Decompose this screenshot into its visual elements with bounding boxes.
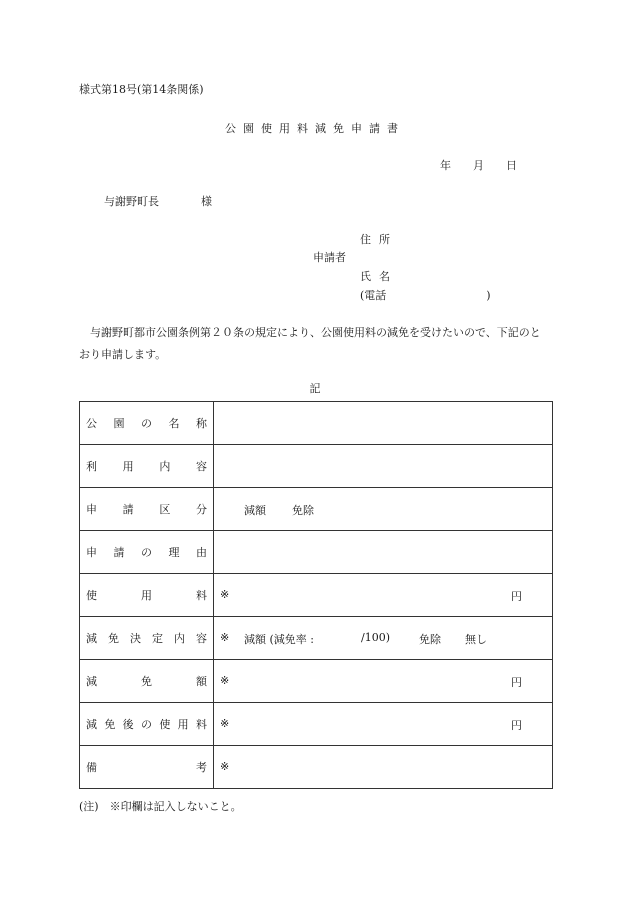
- remarks-label: [86, 759, 207, 775]
- office-use-mark: ※: [220, 760, 230, 773]
- label-char: 減: [86, 675, 97, 688]
- label-char: 園: [113, 417, 125, 430]
- application-type-label: [86, 501, 207, 517]
- label-char: 用: [122, 460, 134, 473]
- label-char: 定: [152, 632, 163, 645]
- label-char: 後: [122, 718, 134, 731]
- label-char: 区: [159, 503, 171, 516]
- phone-line: [360, 287, 491, 303]
- usage-content-field[interactable]: [214, 445, 553, 488]
- reason-label: [86, 544, 207, 560]
- document-title: 公園使用料減免申請書: [225, 122, 405, 135]
- label-char: 減: [86, 718, 97, 731]
- label-char: 料: [195, 718, 207, 731]
- label-char: 使: [159, 718, 171, 731]
- office-use-mark: ※: [220, 717, 230, 730]
- address-label: 住所: [360, 233, 398, 246]
- label-char: 容: [195, 460, 207, 473]
- label-char: 考: [196, 761, 207, 774]
- label-char: 免: [104, 718, 116, 731]
- label-char: 免: [108, 632, 119, 645]
- label-char: 料: [196, 589, 207, 602]
- form-number: 様式第18号(第14条関係): [79, 83, 204, 96]
- fee-after-field: [214, 703, 553, 746]
- fee-after-label: [86, 716, 207, 732]
- table-row: [80, 402, 553, 445]
- row-label: [80, 445, 214, 488]
- decision-field: [214, 617, 553, 660]
- addressee-honorific: 様: [201, 195, 212, 208]
- option-exemption[interactable]: 免除: [292, 504, 314, 517]
- decision-label: [86, 630, 207, 646]
- label-char: 請: [113, 546, 125, 559]
- option-reduction[interactable]: 減額: [244, 504, 266, 517]
- label-char: 使: [86, 589, 97, 602]
- label-char: 名: [168, 417, 180, 430]
- row-label: [80, 703, 214, 746]
- label-char: 容: [196, 632, 207, 645]
- rate-denominator: /100): [361, 631, 390, 644]
- label-char: 減: [86, 632, 97, 645]
- yen-unit: 円: [511, 590, 522, 603]
- applicant-label: 申請者: [313, 251, 346, 264]
- label-char: 利: [86, 460, 97, 473]
- row-label: [80, 488, 214, 531]
- row-label: [80, 402, 214, 445]
- addressee: [104, 193, 212, 209]
- footnote: (注) ※印欄は記入しないこと。: [79, 800, 242, 813]
- row-label: [80, 660, 214, 703]
- label-char: 請: [122, 503, 134, 516]
- phone-close: ): [486, 289, 491, 302]
- label-char: 公: [86, 417, 97, 430]
- ki-heading: 記: [309, 382, 321, 395]
- label-char: 申: [86, 503, 97, 516]
- reduction-amount-label: [86, 673, 207, 689]
- table-row: [80, 746, 553, 789]
- office-use-mark: ※: [220, 674, 230, 687]
- yen-unit: 円: [511, 719, 522, 732]
- row-label: [80, 746, 214, 789]
- month-label: 月: [473, 159, 484, 172]
- application-table: [79, 401, 553, 789]
- decision-none: 無し: [465, 633, 487, 646]
- usage-fee-label: [86, 587, 207, 603]
- label-char: 理: [168, 546, 180, 559]
- label-char: の: [141, 546, 152, 559]
- label-char: の: [141, 417, 152, 430]
- park-name-field[interactable]: [214, 402, 553, 445]
- table-row: [80, 445, 553, 488]
- yen-unit: 円: [511, 676, 522, 689]
- table-row: [80, 574, 553, 617]
- reduction-amount-field: [214, 660, 553, 703]
- label-char: 分: [195, 503, 207, 516]
- label-char: 備: [86, 761, 97, 774]
- table-row: [80, 703, 553, 746]
- row-label: [80, 574, 214, 617]
- label-char: 由: [196, 546, 207, 559]
- table-row: [80, 617, 553, 660]
- office-use-mark: ※: [220, 588, 230, 601]
- label-char: 額: [196, 675, 207, 688]
- row-label: [80, 531, 214, 574]
- table-row: [80, 660, 553, 703]
- phone-label: (電話: [360, 289, 387, 302]
- date-line: [440, 157, 539, 173]
- decision-exemption: 免除: [419, 633, 441, 646]
- request-statement: 与謝野町都市公園条例第２０条の規定により、公園使用料の減免を受けたいので、下記のとおり申請します。: [79, 326, 541, 361]
- label-char: の: [140, 718, 152, 731]
- remarks-field: [214, 746, 553, 789]
- label-char: 内: [174, 632, 185, 645]
- application-type-field[interactable]: [214, 488, 553, 531]
- day-label: 日: [506, 159, 517, 172]
- label-char: 称: [196, 417, 207, 430]
- name-label: 氏名: [360, 270, 398, 283]
- label-char: 用: [141, 589, 152, 602]
- office-use-mark: ※: [220, 631, 230, 644]
- table-row: [80, 531, 553, 574]
- usage-fee-field: [214, 574, 553, 617]
- table-row: [80, 488, 553, 531]
- park-name-label: [86, 415, 207, 431]
- row-label: [80, 617, 214, 660]
- usage-content-label: [86, 458, 207, 474]
- label-char: 用: [177, 718, 189, 731]
- label-char: 決: [130, 632, 141, 645]
- label-char: 免: [141, 675, 152, 688]
- label-char: 内: [159, 460, 171, 473]
- label-char: 申: [86, 546, 97, 559]
- addressee-name: 与謝野町長: [104, 195, 159, 208]
- reason-field[interactable]: [214, 531, 553, 574]
- reduction-rate-text: 減額 (減免率 :: [244, 633, 314, 646]
- year-label: 年: [440, 159, 451, 172]
